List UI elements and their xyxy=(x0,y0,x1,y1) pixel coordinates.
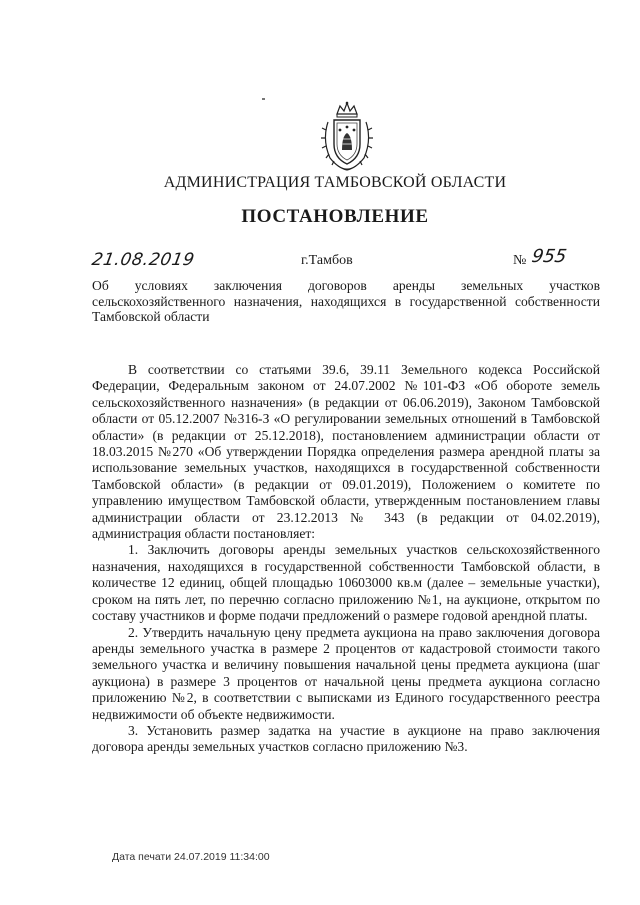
document-subject: Об условиях заключения договоров аренды земельных участков сельскохозяйственного назначения, находящихся в государственной собственности Тамбовской области xyxy=(92,278,600,324)
number-sign: № xyxy=(513,253,527,268)
item-1-paragraph: 1. Заключить договоры аренды земельных участков сельскохозяйственного назначения, находящихся в государственной собственности Тамбовской области, в количестве 12 единиц, общей площадью 10603000 кв.м (далее – земельные участки), сроком на пять лет, по перечню согласно приложению №1, на аукционе, открытом по составу участников и форме подачи предложений о размере годовой арендной платы. xyxy=(92,542,600,624)
handwritten-date: 21.08.2019 xyxy=(90,250,197,270)
handwritten-number: 955 xyxy=(530,246,569,267)
item-2-paragraph: 2. Утвердить начальную цену предмета аукциона на право заключения договора аренды земельного участка в размере 2 процентов от кадастровой стоимости такого земельного участка и величину повышения начальной цены предмета аукциона (шаг аукциона) в размере 3 процентов от начальной цены предмета аукциона согласно приложению №2, в соответствии с выписками из Единого государственного реестра недвижимости об объекте недвижимости. xyxy=(92,624,600,722)
organization-title: АДМИНИСТРАЦИЯ ТАМБОВСКОЙ ОБЛАСТИ xyxy=(163,174,507,191)
scan-speck xyxy=(262,98,265,100)
preamble-paragraph: В соответствии со статьями 39.6, 39.11 Земельного кодекса Российской Федерации, Федеральным законом от 24.07.2002 №101-ФЗ «Об обороте земель сельскохозяйственного назначения» (в редакции от 06.06.2019), Законом Тамбовской области от 05.12.2007 №316-З «О регулировании земельных отношений в Тамбовской области» (в редакции от 25.12.2018), постановлением администрации области от 18.03.2015 №270 «Об утверждении Порядка определения размера арендной платы за использование земельных участков, находящихся в государственной собственности Тамбовской области» (в редакции от 09.01.2019), Положением о комитете по управлению имуществом Тамбовской области, утвержденным постановлением главы администрации области от 23.12.2013 № 343 (в редакции от 04.02.2019), администрация области постановляет: xyxy=(92,362,600,542)
item-3-paragraph: 3. Установить размер задатка на участие в аукционе на право заключения договора аренды земельных участков согласно приложению №3. xyxy=(92,722,600,755)
coat-of-arms-icon xyxy=(320,100,374,174)
document-type-title: ПОСТАНОВЛЕНИЕ xyxy=(241,206,429,227)
city-label: г.Тамбов xyxy=(301,253,353,268)
document-body xyxy=(92,362,600,756)
print-date: Дата печати 24.07.2019 11:34:00 xyxy=(112,851,270,863)
